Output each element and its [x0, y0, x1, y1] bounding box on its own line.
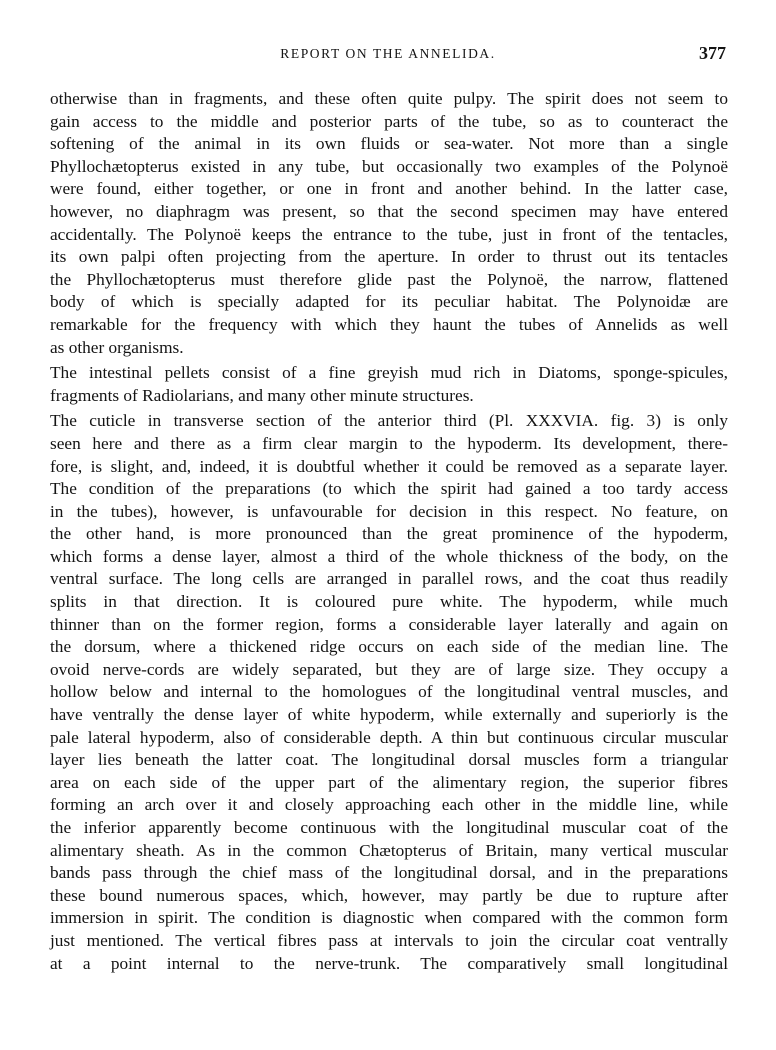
text-line: seen here and there as a firm clear margin to the hypoderm. Its development, there- — [50, 433, 728, 453]
text-line: The intestinal pellets consist of a fine greyish mud rich in Diatoms, sponge-spicules, — [50, 363, 728, 383]
text-line: splits in that direction. It is coloured pure white. The hypoderm, while much — [50, 592, 728, 612]
page-header — [50, 40, 726, 70]
paragraph-2 — [50, 362, 728, 407]
text-line: immersion in spirit. The condition is diagnostic when compared with the common form — [50, 908, 728, 928]
text-line: forming an arch over it and closely approaching each other in the middle line, while — [50, 795, 728, 815]
text-line: The condition of the preparations (to which the spirit had gained a too tardy access — [50, 479, 728, 499]
text-line: its own palpi often projecting from the aperture. In order to thrust out its tentacles — [50, 247, 728, 267]
text-line: ovoid nerve-cords are widely separated, but they are of large size. They occupy a — [50, 659, 728, 679]
text-line: area on each side of the upper part of the alimentary region, the superior fibres — [50, 772, 728, 792]
text-line: fragments of Radiolarians, and many other minute structures. — [50, 385, 474, 405]
text-line: bands pass through the chief mass of the longitudinal dorsal, and in the preparations — [50, 863, 728, 883]
text-line: softening of the animal in its own fluids or sea-water. Not more than a single — [50, 134, 728, 154]
text-line: alimentary sheath. As in the common Chætopterus of Britain, many vertical muscular — [50, 840, 728, 860]
text-line: were found, either together, or one in front and another behind. In the latter case, — [50, 179, 728, 199]
text-line: the other hand, is more pronounced than the great prominence of the hypoderm, — [50, 524, 728, 544]
text-line: remarkable for the frequency with which they haunt the tubes of Annelids as well — [50, 314, 728, 334]
text-line: The cuticle in transverse section of the anterior third (Pl. XXXVIA. fig. 3) is only — [50, 411, 728, 431]
text-line: layer lies beneath the latter coat. The longitudinal dorsal muscles form a triangular — [50, 750, 728, 770]
text-line: however, no diaphragm was present, so that the second specimen may have entered — [50, 201, 728, 221]
text-line: in the tubes), however, is unfavourable for decision in this respect. No feature, on — [50, 501, 728, 521]
text-line: just mentioned. The vertical fibres pass at intervals to join the circular coat ventrally — [50, 930, 728, 950]
text-line: accidentally. The Polynoë keeps the entrance to the tube, just in front of the tentacles, — [50, 224, 728, 244]
text-line: ventral surface. The long cells are arranged in parallel rows, and the coat thus readily — [50, 569, 728, 589]
text-line: Phyllochætopterus existed in any tube, but occasionally two examples of the Polynoë — [50, 156, 728, 176]
text-line: otherwise than in fragments, and these often quite pulpy. The spirit does not seem to — [50, 89, 728, 108]
page-number: 377 — [699, 43, 726, 63]
text-line: pale lateral hypoderm, also of considerable depth. A thin but continuous circular muscular — [50, 727, 728, 747]
text-line: these bound numerous spaces, which, however, may partly be due to rupture after — [50, 885, 728, 905]
text-line: thinner than on the former region, forms a considerable layer laterally and again on — [50, 614, 728, 634]
text-line: at a point internal to the nerve-trunk. The comparatively small longitudinal — [50, 953, 728, 973]
running-title: REPORT ON THE ANNELIDA. — [280, 46, 496, 61]
text-line: body of which is specially adapted for its peculiar habitat. The Polynoidæ are — [50, 292, 728, 312]
text-line: the dorsum, where a thickened ridge occurs on each side of the median line. The — [50, 637, 728, 657]
text-line: have ventrally the dense layer of white hypoderm, while externally and superiorly is the — [50, 705, 728, 725]
paragraph-1 — [50, 88, 728, 359]
text-line: as other organisms. — [50, 337, 184, 357]
text-line: which forms a dense layer, almost a third of the whole thickness of the body, on the — [50, 546, 728, 566]
text-line: gain access to the middle and posterior parts of the tube, so as to counteract the — [50, 111, 728, 131]
text-line: the Phyllochætopterus must therefore glide past the Polynoë, the narrow, flattened — [50, 269, 728, 289]
body-text — [50, 88, 728, 978]
paragraph-3 — [50, 410, 728, 975]
text-line: hollow below and internal to the homologues of the longitudinal ventral muscles, and — [50, 682, 728, 702]
text-line: the inferior apparently become continuous with the longitudinal muscular coat of the — [50, 818, 728, 837]
text-line: fore, is slight, and, indeed, it is doubtful whether it could be removed as a separate layer. — [50, 456, 728, 476]
